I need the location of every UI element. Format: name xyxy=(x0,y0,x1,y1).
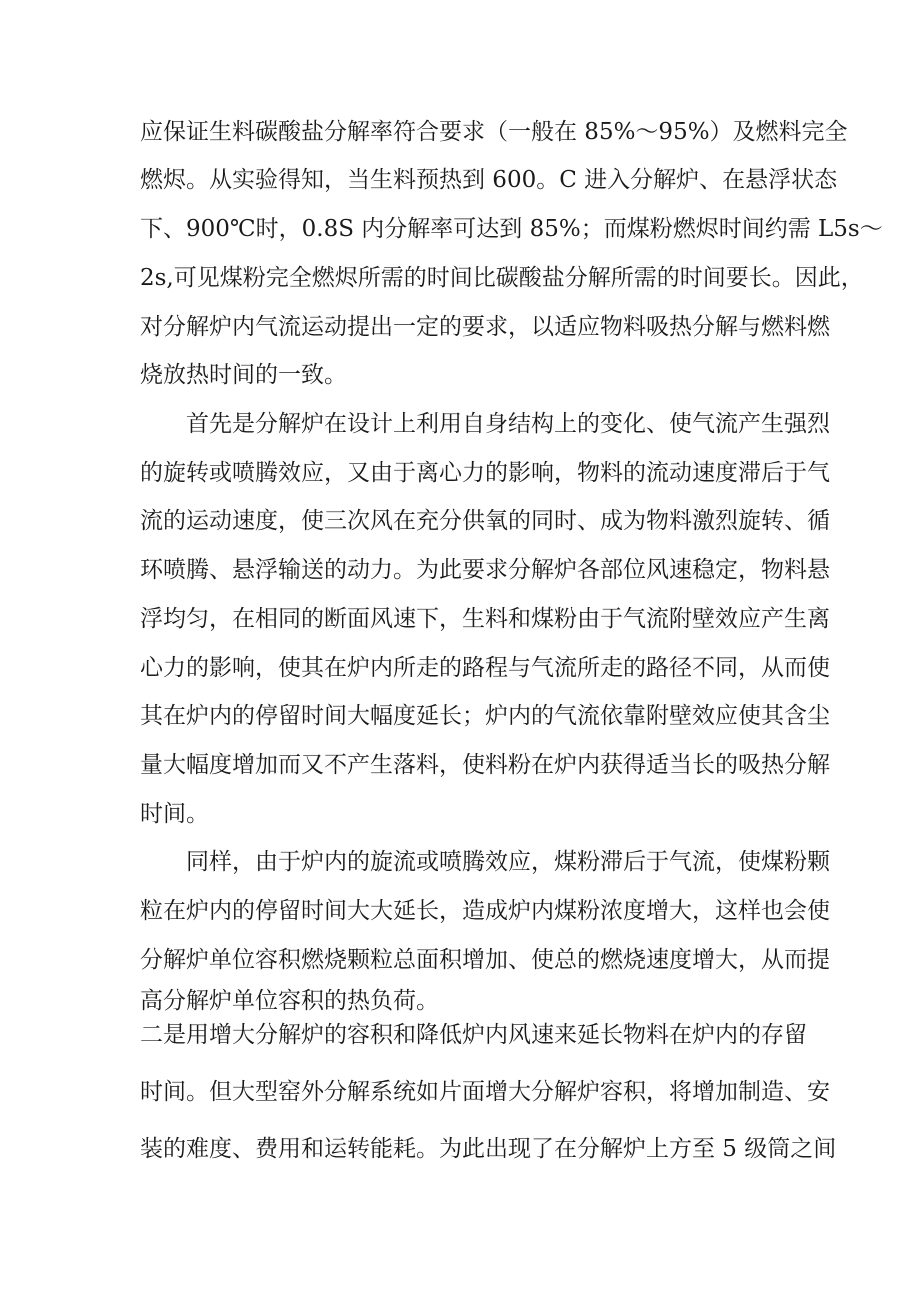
paragraph-2-line-9: 时间。 xyxy=(140,801,209,827)
paragraph-4-line-1: 二是用增大分解炉的容积和降低炉内风速来延长物料在炉内的存留 xyxy=(140,1022,807,1048)
paragraph-2-line-6: 心力的影响，使其在炉内所走的路程与气流所走的路径不同，从而使 xyxy=(140,655,830,681)
paragraph-3-line-1: 同样，由于炉内的旋流或喷腾效应，煤粉滞后于气流，使煤粉颗 xyxy=(186,849,830,875)
paragraph-2-line-4: 环喷腾、悬浮输送的动力。为此要求分解炉各部位风速稳定，物料悬 xyxy=(140,557,830,583)
paragraph-1-line-5: 对分解炉内气流运动提出一定的要求，以适应物料吸热分解与燃料燃 xyxy=(140,314,830,340)
paragraph-2-line-8: 量大幅度增加而又不产生落料，使料粉在炉内获得适当长的吸热分解 xyxy=(140,752,830,778)
paragraph-1-line-6: 烧放热时间的一致。 xyxy=(140,362,347,388)
paragraph-1-line-2: 燃烬。从实验得知，当生料预热到 600。C 进入分解炉、在悬浮状态 xyxy=(140,167,838,193)
paragraph-3-line-4: 高分解炉单位容积的热负荷。 xyxy=(140,988,439,1014)
paragraph-3-line-3: 分解炉单位容积燃烧颗粒总面积增加、使总的燃烧速度增大，从而提 xyxy=(140,947,830,973)
paragraph-4-line-2: 时间。但大型窑外分解系统如片面增大分解炉容积，将增加制造、安 xyxy=(140,1079,830,1105)
paragraph-2-line-7: 其在炉内的停留时间大幅度延长；炉内的气流依靠附壁效应使其含尘 xyxy=(140,703,830,729)
paragraph-1-line-3: 下、900℃时，0.8S 内分解率可达到 85%；而煤粉燃烬时间约需 L5s～ xyxy=(140,216,883,242)
paragraph-2-line-3: 流的运动速度，使三次风在充分供氧的同时、成为物料激烈旋转、循 xyxy=(140,508,830,534)
paragraph-1-line-4: 2s,可见煤粉完全燃烬所需的时间比碳酸盐分解所需的时间要长。因此， xyxy=(140,265,864,291)
paragraph-2-line-2: 的旋转或喷腾效应，又由于离心力的影响，物料的流动速度滞后于气 xyxy=(140,460,830,486)
paragraph-1-line-1: 应保证生料碳酸盐分解率符合要求（一般在 85%～95%）及燃料完全 xyxy=(140,119,848,145)
paragraph-3-line-2: 粒在炉内的停留时间大大延长，造成炉内煤粉浓度增大，这样也会使 xyxy=(140,898,830,924)
paragraph-2-line-1: 首先是分解炉在设计上利用自身结构上的变化、使气流产生强烈 xyxy=(186,411,830,437)
paragraph-4-line-3: 装的难度、费用和运转能耗。为此出现了在分解炉上方至 5 级筒之间 xyxy=(140,1136,837,1162)
paragraph-2-line-5: 浮均匀，在相同的断面风速下，生料和煤粉由于气流附壁效应产生离 xyxy=(140,606,830,632)
